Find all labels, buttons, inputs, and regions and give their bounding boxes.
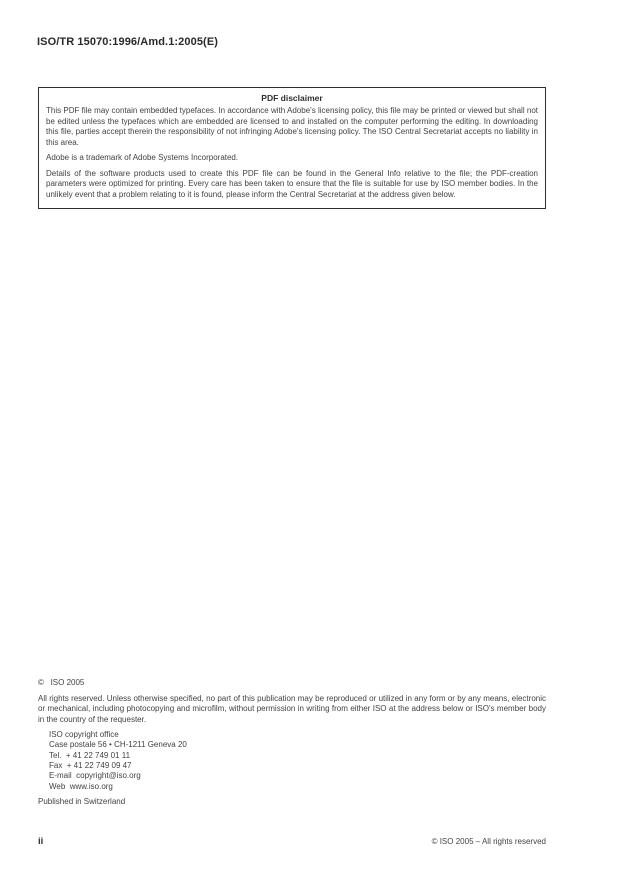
address-tel-line: Tel. + 41 22 749 01 11 [49,750,131,760]
disclaimer-paragraph-1: This PDF file may contain embedded typefaces. In accordance with Adobe's licensing policy, this file may be printed or viewed but shall not be edited unless the typefaces which are embedded are licensed to and installed on the computer performing the editing. In downloading this file, parties accept therein the responsibility of not infringing Adobe's licensing policy. The ISO Central Secretariat accepts no liability in this area. [46,106,538,148]
disclaimer-title: PDF disclaimer [261,93,323,103]
copyright-notice: © ISO 2005 [38,678,85,687]
address-postal-line: Case postale 56 • CH-1211 Geneva 20 [49,740,187,750]
document-reference: ISO/TR 15070:1996/Amd.1:2005(E) [37,36,219,48]
address-fax-line: Fax + 41 22 749 09 47 [49,761,132,771]
copyright-section [38,678,546,808]
address-email-line: E-mail copyright@iso.org [49,771,141,781]
pdf-disclaimer-box [38,87,546,209]
disclaimer-paragraph-2: Adobe is a trademark of Adobe Systems Incorporated. [46,153,239,163]
rights-reserved-text: All rights reserved. Unless otherwise specified, no part of this publication may be reproduced or utilized in any form or by any means, electronic or mechanical, including photocopying and microfilm, without permission in writing from either ISO at the address below or ISO's member body in the country of the requester. [38,693,546,725]
published-in-line: Published in Switzerland [38,797,126,807]
page-number: ii [38,836,44,847]
footer-copyright-text: © ISO 2005 – All rights reserved [431,837,546,846]
disclaimer-paragraph-3: Details of the software products used to create this PDF file can be found in the General Info relative to the file; the PDF-creation parameters were optimized for printing. Every care has been taken to ensure that the file is suitable for use by ISO member bodies. In the unlikely event that a problem relating to it is found, please inform the Central Secretariat at the address given below. [46,168,538,199]
address-office-line: ISO copyright office [49,729,119,739]
address-web-line: Web www.iso.org [49,781,113,791]
page-footer [38,836,546,847]
iso-address-block [49,730,546,792]
